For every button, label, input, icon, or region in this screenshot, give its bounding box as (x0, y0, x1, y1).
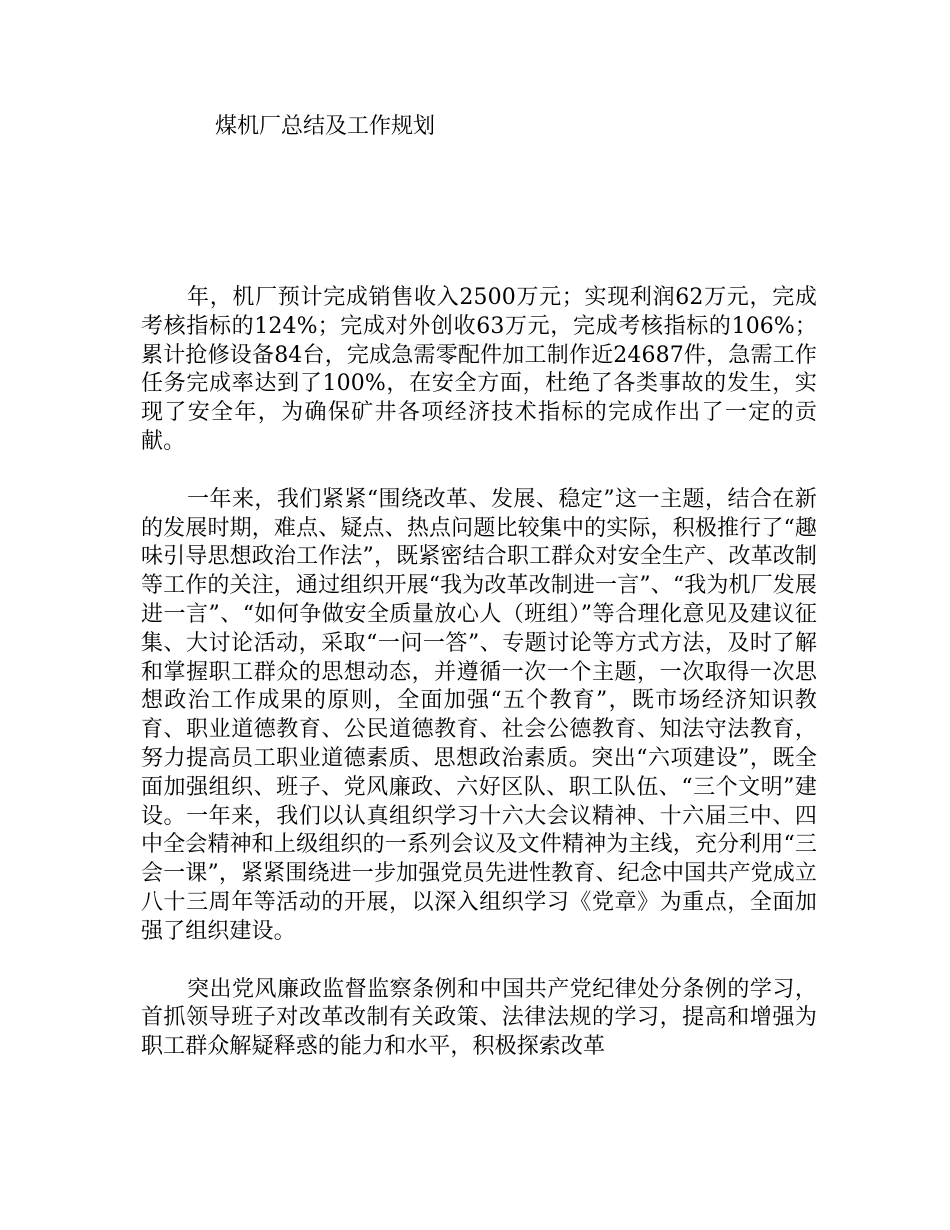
paragraph-2: 一年来，我们紧紧“围绕改革、发展、稳定”这一主题，结合在新的发展时期，难点、疑点、热点问题比较集中的实际，积极推行了“趣味引导思想政治工作法”，既紧密结合职工群众对安全生产、改革改制等工作的关注，通过组织开展“我为改革改制进一言”、“我为机厂发展进一言”、“如何争做安全质量放心人（班组）”等合理化意见及建议征集、大讨论活动，采取“一问一答”、专题讨论等方式方法，及时了解和掌握职工群众的思想动态，并遵循一次一个主题，一次取得一次思想政治工作成果的原则，全面加强“五个教育”，既市场经济知识教育、职业道德教育、公民道德教育、社会公德教育、知法守法教育，努力提高员工职业道德素质、思想政治素质。突出“六项建设”，既全面加强组织、班子、党风廉政、六好区队、职工队伍、“三个文明”建设。一年来，我们以认真组织学习十六大会议精神、十六届三中、四中全会精神和上级组织的一系列会议及文件精神为主线，充分利用“三会一课”，紧紧围绕进一步加强党员先进性教育、纪念中国共产党成立八十三周年等活动的开展，以深入组织学习《党章》为重点，全面加强了组织建设。 (141, 486, 817, 944)
paragraph-1: 年，机厂预计完成销售收入2500万元；实现利润62万元，完成考核指标的124%；完成对外创收63万元，完成考核指标的106%；累计抢修设备84台，完成急需零配件加工制作近24687件，急需工作任务完成率达到了100%，在安全方面，杜绝了各类事故的发生，实现了安全年，为确保矿井各项经济技术指标的完成作出了一定的贡献。 (141, 285, 817, 454)
document-body (141, 284, 817, 1091)
paragraph-3: 突出党风廉政监督监察条例和中国共产党纪律处分条例的学习，首抓领导班子对改革改制有关政策、法律法规的学习，提高和增强为职工群众解疑释惑的能力和水平，积极探索改革 (141, 976, 817, 1060)
document-title: 煤机厂总结及工作规划 (215, 114, 436, 139)
